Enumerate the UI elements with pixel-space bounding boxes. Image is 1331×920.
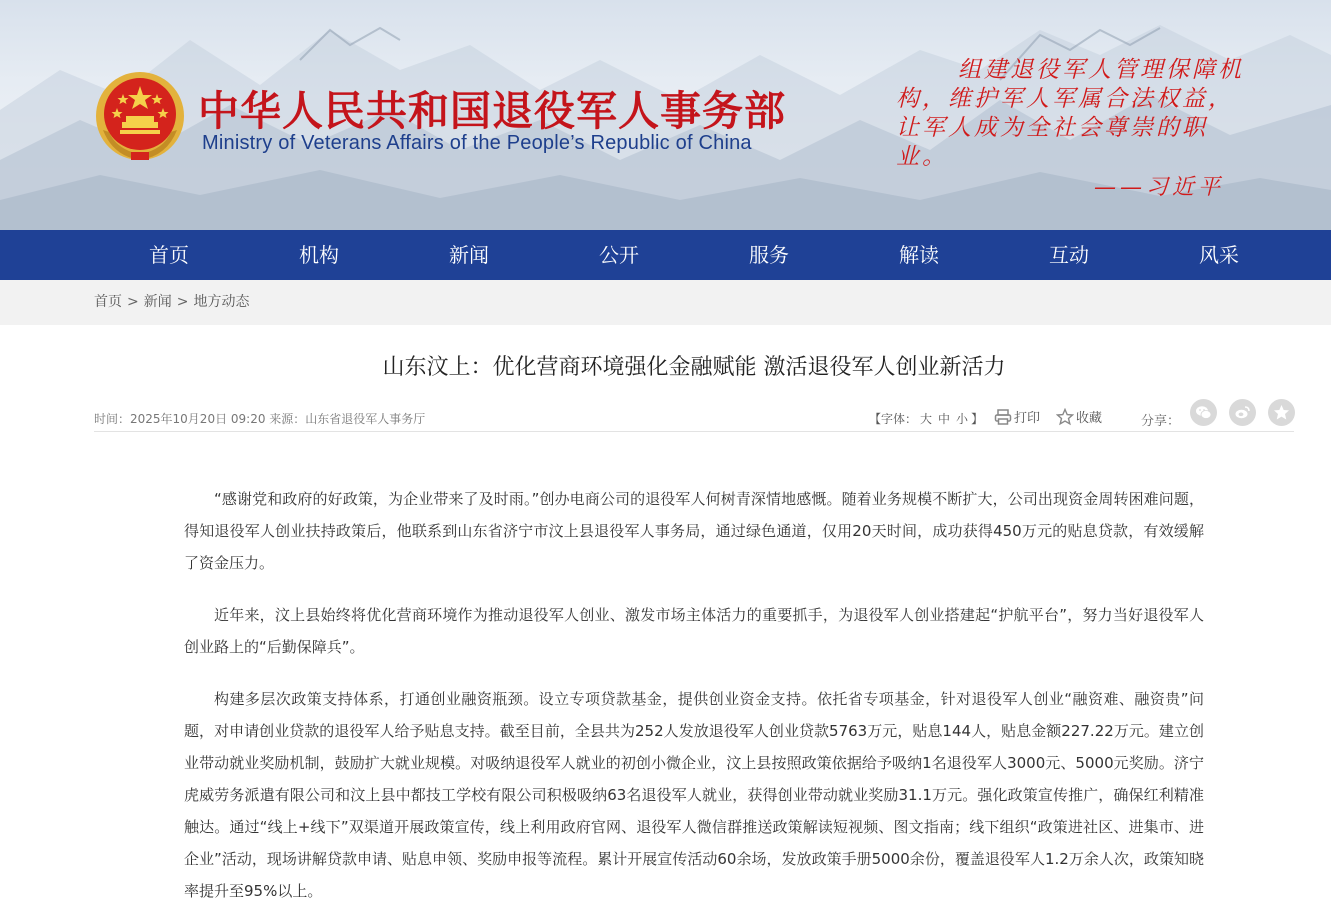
quote-author: ——习近平	[1094, 175, 1225, 200]
meta-divider	[94, 431, 1294, 432]
breadcrumb-bar	[0, 280, 1331, 325]
share-wechat-button[interactable]	[1190, 399, 1217, 426]
share-qzone-button[interactable]	[1268, 399, 1295, 426]
main-nav	[0, 230, 1331, 280]
breadcrumb-separator: >	[127, 294, 139, 310]
wechat-icon	[1195, 404, 1212, 421]
nav-item-interaction[interactable]: 互动	[1049, 243, 1089, 267]
breadcrumb-local-news[interactable]: 地方动态	[193, 294, 250, 310]
font-large-button[interactable]: 大	[920, 412, 933, 426]
nav-item-style[interactable]: 风采	[1199, 243, 1239, 267]
star-outline-icon	[1056, 408, 1074, 426]
share-weibo-button[interactable]	[1229, 399, 1256, 426]
site-title-en: Ministry of Veterans Affairs of the People’s Republic of China	[202, 132, 752, 154]
article-paragraph: 构建多层次政策支持体系，打通创业融资瓶颈。设立专项贷款基金，提供创业资金支持。依托省专项基金，针对退役军人创业“融资难、融资贵”问题，对申请创业贷款的退役军人给予贴息支持。截至目前，全县共为252人发放退役军人创业贷款5763万元，贴息144人，贴息金额227.22万元。建立创业带动就业奖励机制，鼓励扩大就业规模。对吸纳退役军人就业的初创小微企业，汶上县按照政策依据给予吸纳1名退役军人3000元、5000元奖励。济宁虎威劳务派遣有限公司和汶上县中都技工学校有限公司积极吸纳63名退役军人就业，获得创业带动就业奖励31.1万元。强化政策宣传推广，确保红利精准触达。通过“线上+线下”双渠道开展政策宣传，线上利用政府官网、退役军人微信群推送政策解读短视频、图文指南；线下组织“政策进社区、进集市、进企业”活动，现场讲解贷款申请、贴息申领、奖励申报等流程。累计开展宣传活动60余场，发放政策手册5000余份，覆盖退役军人1.2万余人次，政策知晓率提升至95%以上。	[184, 690, 1204, 900]
article-paragraph: “感谢党和政府的好政策，为企业带来了及时雨。”创办电商公司的退役军人何树青深情地感慨。随着业务规模不断扩大，公司出现资金周转困难问题，得知退役军人创业扶持政策后，他联系到山东省济宁市汶上县退役军人事务局，通过绿色通道，仅用20天时间，成功获得450万元的贴息贷款，有效缓解了资金压力。	[184, 490, 1204, 572]
article-meta: 时间：2025年10月20日 09:20 来源：山东省退役军人事务厅	[94, 412, 426, 426]
nav-item-home[interactable]: 首页	[149, 243, 189, 267]
breadcrumb-separator: >	[176, 294, 189, 310]
font-small-button[interactable]: 小	[956, 412, 969, 426]
font-medium-button[interactable]: 中	[938, 412, 951, 426]
site-banner	[0, 0, 1331, 230]
site-title-cn: 中华人民共和国退役军人事务部	[198, 87, 786, 135]
breadcrumb	[94, 280, 249, 325]
font-size-selector: 【字体： 大 中 小 】	[869, 412, 984, 426]
nav-item-news[interactable]: 新闻	[449, 243, 489, 267]
print-button[interactable]: 打印	[994, 407, 1040, 426]
article-body	[184, 483, 1204, 920]
nav-item-organization[interactable]: 机构	[299, 243, 339, 267]
nav-item-service[interactable]: 服务	[749, 243, 789, 267]
article-meta-row	[94, 407, 1294, 431]
favorite-button[interactable]: 收藏	[1056, 407, 1102, 426]
leader-quote: 组建退役军人管理保障机构，维护军人军属合法权益，让军人成为全社会尊崇的职业。	[896, 57, 1244, 170]
share-label: 分享：	[1141, 414, 1181, 429]
national-emblem-icon	[93, 70, 187, 164]
nav-item-interpretation[interactable]: 解读	[899, 243, 939, 267]
article-paragraph: 近年来，汶上县始终将优化营商环境作为推动退役军人创业、激发市场主体活力的重要抓手，为退役军人创业搭建起“护航平台”，努力当好退役军人创业路上的“后勤保障兵”。	[184, 606, 1204, 656]
qzone-icon	[1273, 404, 1290, 421]
printer-icon	[994, 408, 1012, 426]
breadcrumb-news[interactable]: 新闻	[143, 294, 172, 310]
article-title: 山东汶上：优化营商环境强化金融赋能 激活退役军人创业新活力	[382, 355, 1006, 380]
nav-item-public[interactable]: 公开	[599, 243, 639, 267]
weibo-icon	[1234, 404, 1251, 421]
breadcrumb-home[interactable]: 首页	[94, 294, 122, 310]
